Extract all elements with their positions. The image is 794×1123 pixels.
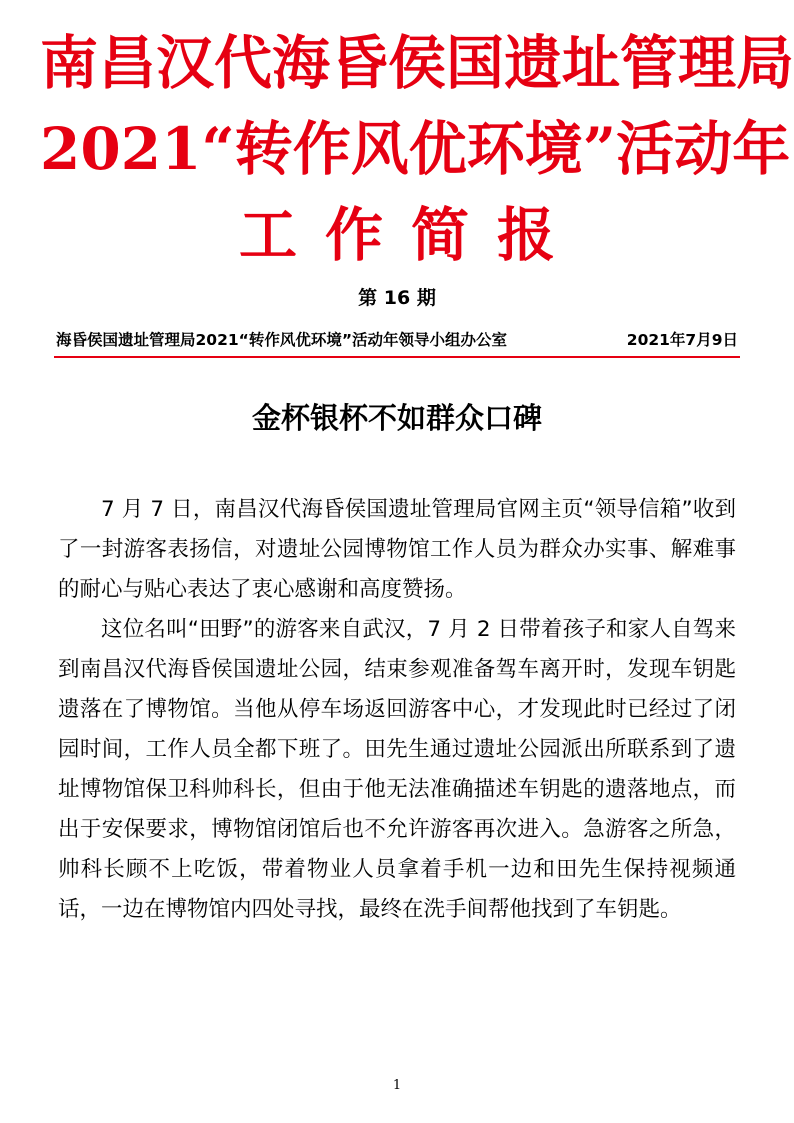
masthead-line-1: 南昌汉代海昏侯国遗址管理局: [40, 29, 794, 97]
paragraph-2: 这位名叫“田野”的游客来自武汉，7 月 2 日带着孩子和家人自驾来到南昌汉代海昏侯国遗址公园，结束参观准备驾车离开时，发现车钥匙遗落在了博物馆。当他从停车场返回游客中心，才发现此时已经过了闭园时间，工作人员全都下班了。田先生通过遗址公园派出所联系到了遗址博物馆保卫科帅科长，但由于他无法准确描述车钥匙的遗落地点，而出于安保要求，博物馆闭馆后也不允许游客再次进入。急游客之所急，帅科长顾不上吃饭，带着物业人员拿着手机一边和田先生保持视频通话，一边在博物馆内四处寻找，最终在洗手间帮他找到了车钥匙。: [58, 617, 736, 922]
red-divider: [54, 356, 740, 358]
paragraph-1: 7 月 7 日，南昌汉代海昏侯国遗址管理局官网主页“领导信箱”收到了一封游客表扬信，对遗址公园博物馆工作人员为群众办实事、解难事的耐心与贴心表达了衷心感谢和高度赞扬。: [58, 497, 736, 602]
issuer: 海昏侯国遗址管理局2021“转作风优环境”活动年领导小组办公室: [56, 331, 508, 349]
masthead-line-2: 2021“转作风优环境”活动年: [40, 115, 791, 183]
issue-date: 2021年7月9日: [626, 331, 738, 349]
masthead-line-3: 工作简报: [238, 201, 583, 269]
issue-number: 第 16 期: [358, 287, 436, 309]
article-body: [58, 490, 736, 930]
issuer-row: [56, 326, 738, 352]
masthead: [40, 20, 794, 278]
page-number: 1: [392, 1078, 402, 1093]
article-title: 金杯银杯不如群众口碑: [251, 401, 542, 435]
